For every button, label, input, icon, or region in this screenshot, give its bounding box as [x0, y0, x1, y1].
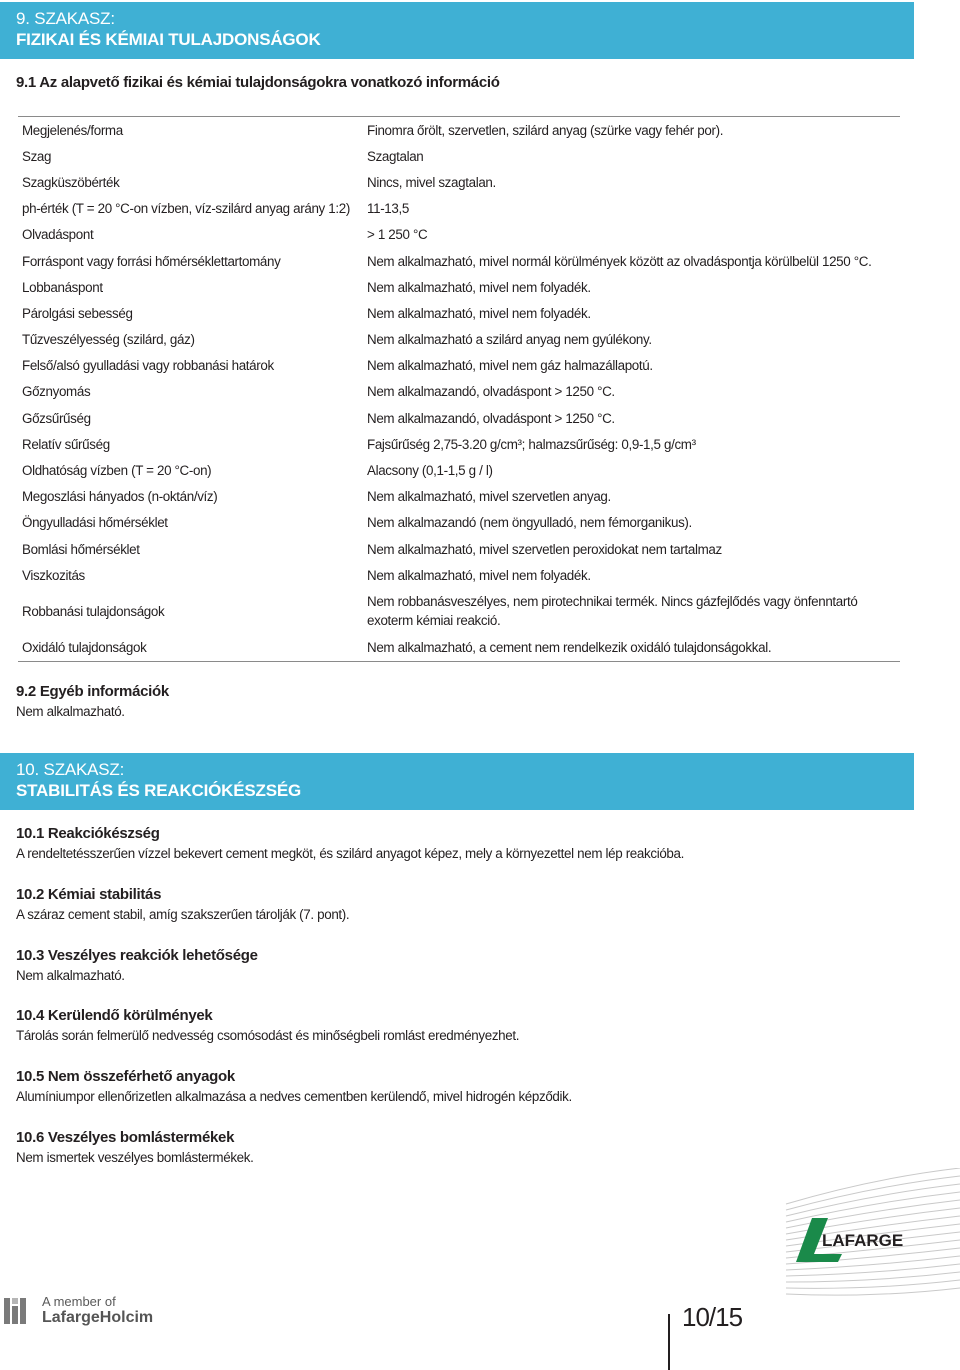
- property-value: Nincs, mivel szagtalan.: [367, 174, 496, 190]
- property-row: [18, 536, 900, 562]
- section-9-number: 9. SZAKASZ:: [16, 9, 115, 28]
- subsection-10-1: [16, 824, 916, 864]
- property-label: Viszkozitás: [22, 567, 85, 583]
- property-row: [18, 379, 900, 405]
- property-label: Olvadáspont: [22, 227, 94, 243]
- subsection-9-1-title: 9.1 Az alapvető fizikai és kémiai tulajdonságokra vonatkozó információ: [16, 74, 500, 91]
- property-value: Nem alkalmazható, mivel nem folyadék.: [367, 279, 591, 295]
- property-label: Tűzveszélyesség (szilárd, gáz): [22, 332, 195, 348]
- property-row: [18, 588, 900, 634]
- property-label: ph-érték (T = 20 °C-on vízben, víz-szilárd anyag arány 1:2): [22, 201, 350, 217]
- lafarge-logo-text: LAFARGE: [822, 1231, 904, 1250]
- subsection-title: 10.4 Kerülendő körülmények: [16, 1007, 213, 1024]
- property-value: Nem alkalmazandó (nem öngyulladó, nem fémorganikus).: [367, 515, 692, 531]
- subsection-10-5: [16, 1067, 916, 1107]
- property-value: Nem alkalmazható, a cement nem rendelkezik oxidáló tulajdonságokkal.: [367, 639, 772, 655]
- property-label: Forráspont vagy forrási hőmérséklettartomány: [22, 253, 281, 269]
- subsection-10-3: [16, 946, 916, 986]
- property-value: Nem alkalmazható, mivel nem gáz halmazállapotú.: [367, 358, 653, 374]
- property-value: Alacsony (0,1-1,5 g / l): [367, 463, 493, 479]
- property-label: Párolgási sebesség: [22, 305, 133, 321]
- property-label: Szag: [22, 148, 52, 164]
- subsection-10-4: [16, 1006, 916, 1046]
- property-label: Robbanási tulajdonságok: [22, 603, 165, 619]
- property-label: Lobbanáspont: [22, 279, 103, 295]
- subsection-9-2: [16, 682, 916, 722]
- property-value: Nem robbanásveszélyes, nem pirotechnikai termék. Nincs gázfejlődés vagy önfenntartó exoterm kémiai reakció.: [367, 594, 858, 629]
- properties-table: [18, 116, 900, 662]
- subsection-text: A rendeltetésszerűen vízzel bekevert cement megköt, és szilárd anyagot képez, mely a környezettel nem lép reakcióba.: [16, 846, 684, 861]
- page-number: 10/15: [682, 1302, 743, 1332]
- property-label: Öngyulladási hőmérséklet: [22, 515, 168, 531]
- property-label: Felső/alsó gyulladási vagy robbanási határok: [22, 358, 274, 374]
- property-row: [18, 562, 900, 588]
- subsection-text: Nem alkalmazható.: [16, 968, 125, 983]
- subsection-10-2: [16, 885, 916, 925]
- property-row: [18, 634, 900, 660]
- subsection-title: 10.1 Reakciókészség: [16, 825, 160, 842]
- property-value: 11-13,5: [367, 201, 409, 217]
- subsection-9-2-text: Nem alkalmazható.: [16, 704, 125, 719]
- property-value: Nem alkalmazandó, olvadáspont > 1250 °C.: [367, 384, 615, 400]
- property-row: [18, 196, 900, 222]
- subsection-text: Nem ismertek veszélyes bomlástermékek.: [16, 1150, 254, 1165]
- property-row: [18, 143, 900, 169]
- section-9-title: FIZIKAI ÉS KÉMIAI TULAJDONSÁGOK: [16, 30, 321, 49]
- property-value: Szagtalan: [367, 148, 424, 164]
- subsection-title: 10.5 Nem összeférhető anyagok: [16, 1068, 235, 1085]
- subsection-10-6: [16, 1128, 916, 1168]
- property-value: Nem alkalmazható, mivel szervetlen peroxidokat nem tartalmaz: [367, 541, 722, 557]
- lafargeholcim-mark-icon: [4, 1296, 34, 1326]
- page-number-divider: [668, 1314, 670, 1370]
- property-row: [18, 353, 900, 379]
- property-row: [18, 484, 900, 510]
- section-9-header: [0, 2, 914, 59]
- property-label: Gőzsűrűség: [22, 410, 91, 426]
- property-value: Nem alkalmazható, mivel nem folyadék.: [367, 567, 591, 583]
- subsection-title: 10.3 Veszélyes reakciók lehetősége: [16, 947, 258, 964]
- property-row: [18, 300, 900, 326]
- property-value: Nem alkalmazható, mivel szervetlen anyag.: [367, 489, 611, 505]
- property-row: [18, 405, 900, 431]
- member-of-label: A member of: [42, 1294, 116, 1309]
- property-row: [18, 117, 900, 143]
- property-label: Relatív sűrűség: [22, 436, 110, 452]
- property-row: [18, 169, 900, 195]
- property-label: Oldhatóság vízben (T = 20 °C-on): [22, 463, 212, 479]
- property-row: [18, 327, 900, 353]
- subsection-9-2-title: 9.2 Egyéb információk: [16, 683, 169, 700]
- property-label: Megjelenés/forma: [22, 122, 123, 138]
- subsection-text: Tárolás során felmerülő nedvesség csomósodást és minőségbeli romlást eredményezhet.: [16, 1028, 520, 1043]
- property-row: [18, 248, 900, 274]
- property-value: Nem alkalmazható a szilárd anyag nem gyúlékony.: [367, 332, 652, 348]
- property-label: Oxidáló tulajdonságok: [22, 639, 147, 655]
- subsection-text: A száraz cement stabil, amíg szakszerűen tárolják (7. pont).: [16, 907, 350, 922]
- subsection-text: Alumíniumpor ellenőrizetlen alkalmazása a nedves cementben kerülendő, mivel hidrogén képződik.: [16, 1089, 572, 1104]
- property-label: Gőznyomás: [22, 384, 91, 400]
- section-10-number: 10. SZAKASZ:: [16, 760, 125, 779]
- property-row: [18, 510, 900, 536]
- property-row: [18, 222, 900, 248]
- property-row: [18, 431, 900, 457]
- subsection-title: 10.2 Kémiai stabilitás: [16, 886, 162, 903]
- section-10-title: STABILITÁS ÉS REAKCIÓKÉSZSÉG: [16, 781, 302, 800]
- property-row: [18, 457, 900, 483]
- property-row: [18, 274, 900, 300]
- property-value: Nem alkalmazandó, olvadáspont > 1250 °C.: [367, 410, 615, 426]
- property-value: Nem alkalmazható, mivel nem folyadék.: [367, 305, 591, 321]
- subsection-title: 10.6 Veszélyes bomlástermékek: [16, 1129, 235, 1146]
- property-value: Finomra őrölt, szervetlen, szilárd anyag (szürke vagy fehér por).: [367, 122, 724, 138]
- property-label: Megoszlási hányados (n-oktán/víz): [22, 489, 218, 505]
- lafarge-logo-icon: [784, 1168, 960, 1300]
- section-10-header: [0, 753, 914, 810]
- property-value: Fajsűrűség 2,75-3.20 g/cm³; halmazsűrűség: 0,9-1,5 g/cm³: [367, 436, 696, 452]
- member-of-lafargeholcim: [4, 1294, 153, 1327]
- property-label: Bomlási hőmérséklet: [22, 541, 140, 557]
- property-value: > 1 250 °C: [367, 227, 428, 243]
- lafargeholcim-label: LafargeHolcim: [42, 1309, 154, 1326]
- property-label: Szagküszöbérték: [22, 174, 120, 190]
- property-value: Nem alkalmazható, mivel normál körülmények között az olvadáspontja körülbelül 1250 °C.: [367, 253, 872, 269]
